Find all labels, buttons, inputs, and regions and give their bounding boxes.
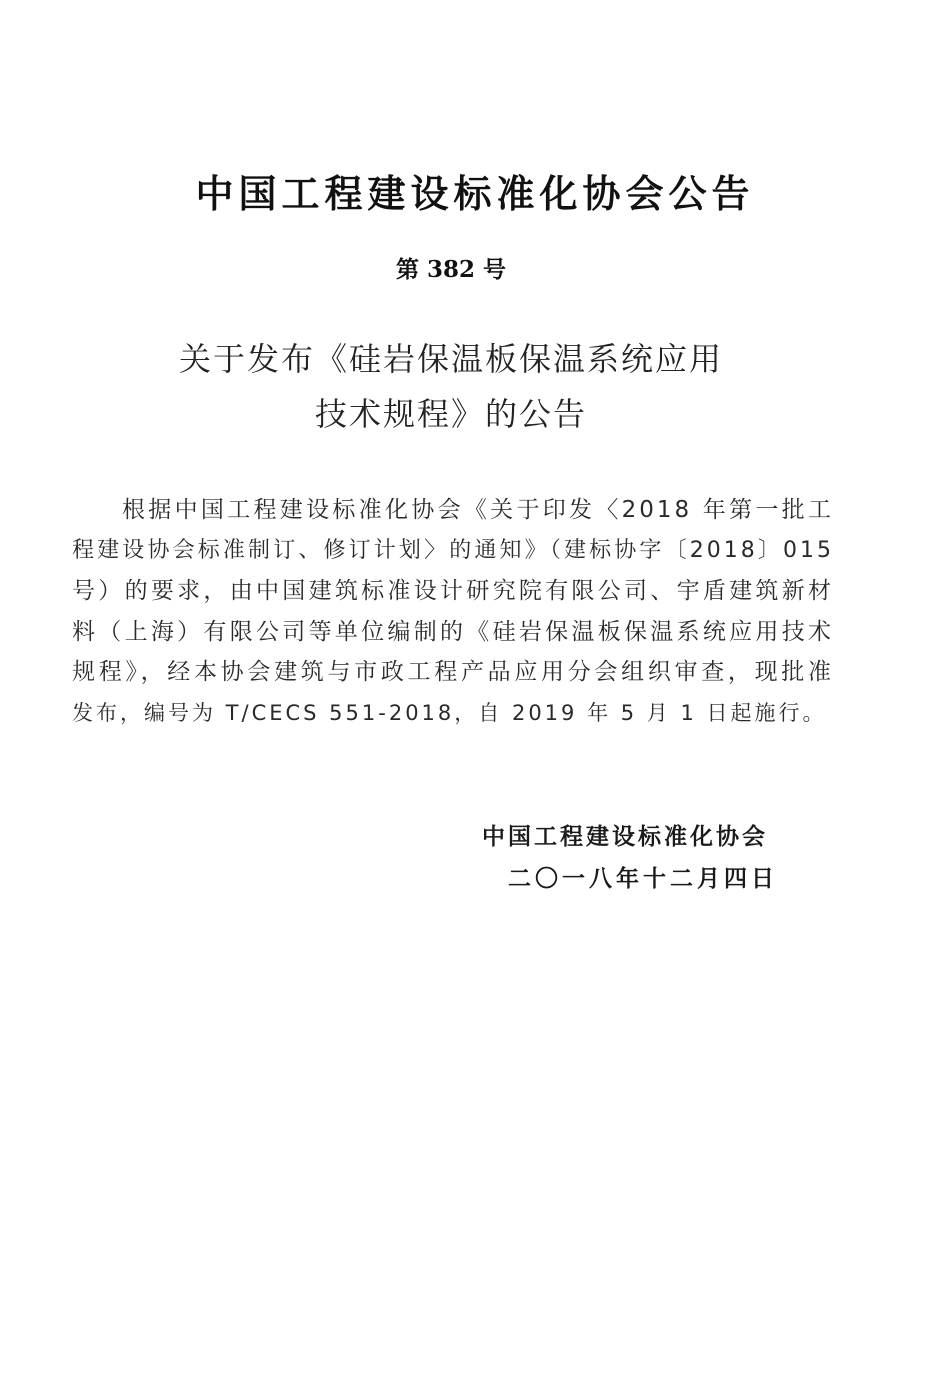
issue-number: 第 382 号 (395, 256, 507, 283)
body-line: 发布，编号为 T/CECS 551-2018，自 2019 年 5 月 1 日起施行。 (72, 700, 827, 725)
announcement-heading: 中国工程建设标准化协会公告 (195, 172, 755, 216)
signature-organization: 中国工程建设标准化协会 (482, 824, 768, 850)
announcement-subject (0, 332, 902, 442)
signature-date: 二〇一八年十二月四日 (508, 866, 778, 892)
body-line: 号）的要求，由中国建筑标准设计研究院有限公司、宇盾建筑新材 (72, 578, 834, 604)
body-line: 根据中国工程建设标准化协会《关于印发〈2018 年第一批工 (122, 497, 834, 523)
subject-line-2: 技术规程》的公告 (314, 395, 587, 433)
announcement-body (72, 490, 834, 733)
signature-block (482, 816, 778, 900)
body-line: 规程》，经本协会建筑与市政工程产品应用分会组织审查，现批准 (72, 659, 834, 685)
body-line: 程建设协会标准制订、修订计划〉的通知》（建标协字〔2018〕015 (72, 537, 834, 563)
body-line: 料（上海）有限公司等单位编制的《硅岩保温板保温系统应用技术 (72, 618, 834, 645)
subject-line-1: 关于发布《硅岩保温板保温系统应用 (178, 340, 723, 378)
